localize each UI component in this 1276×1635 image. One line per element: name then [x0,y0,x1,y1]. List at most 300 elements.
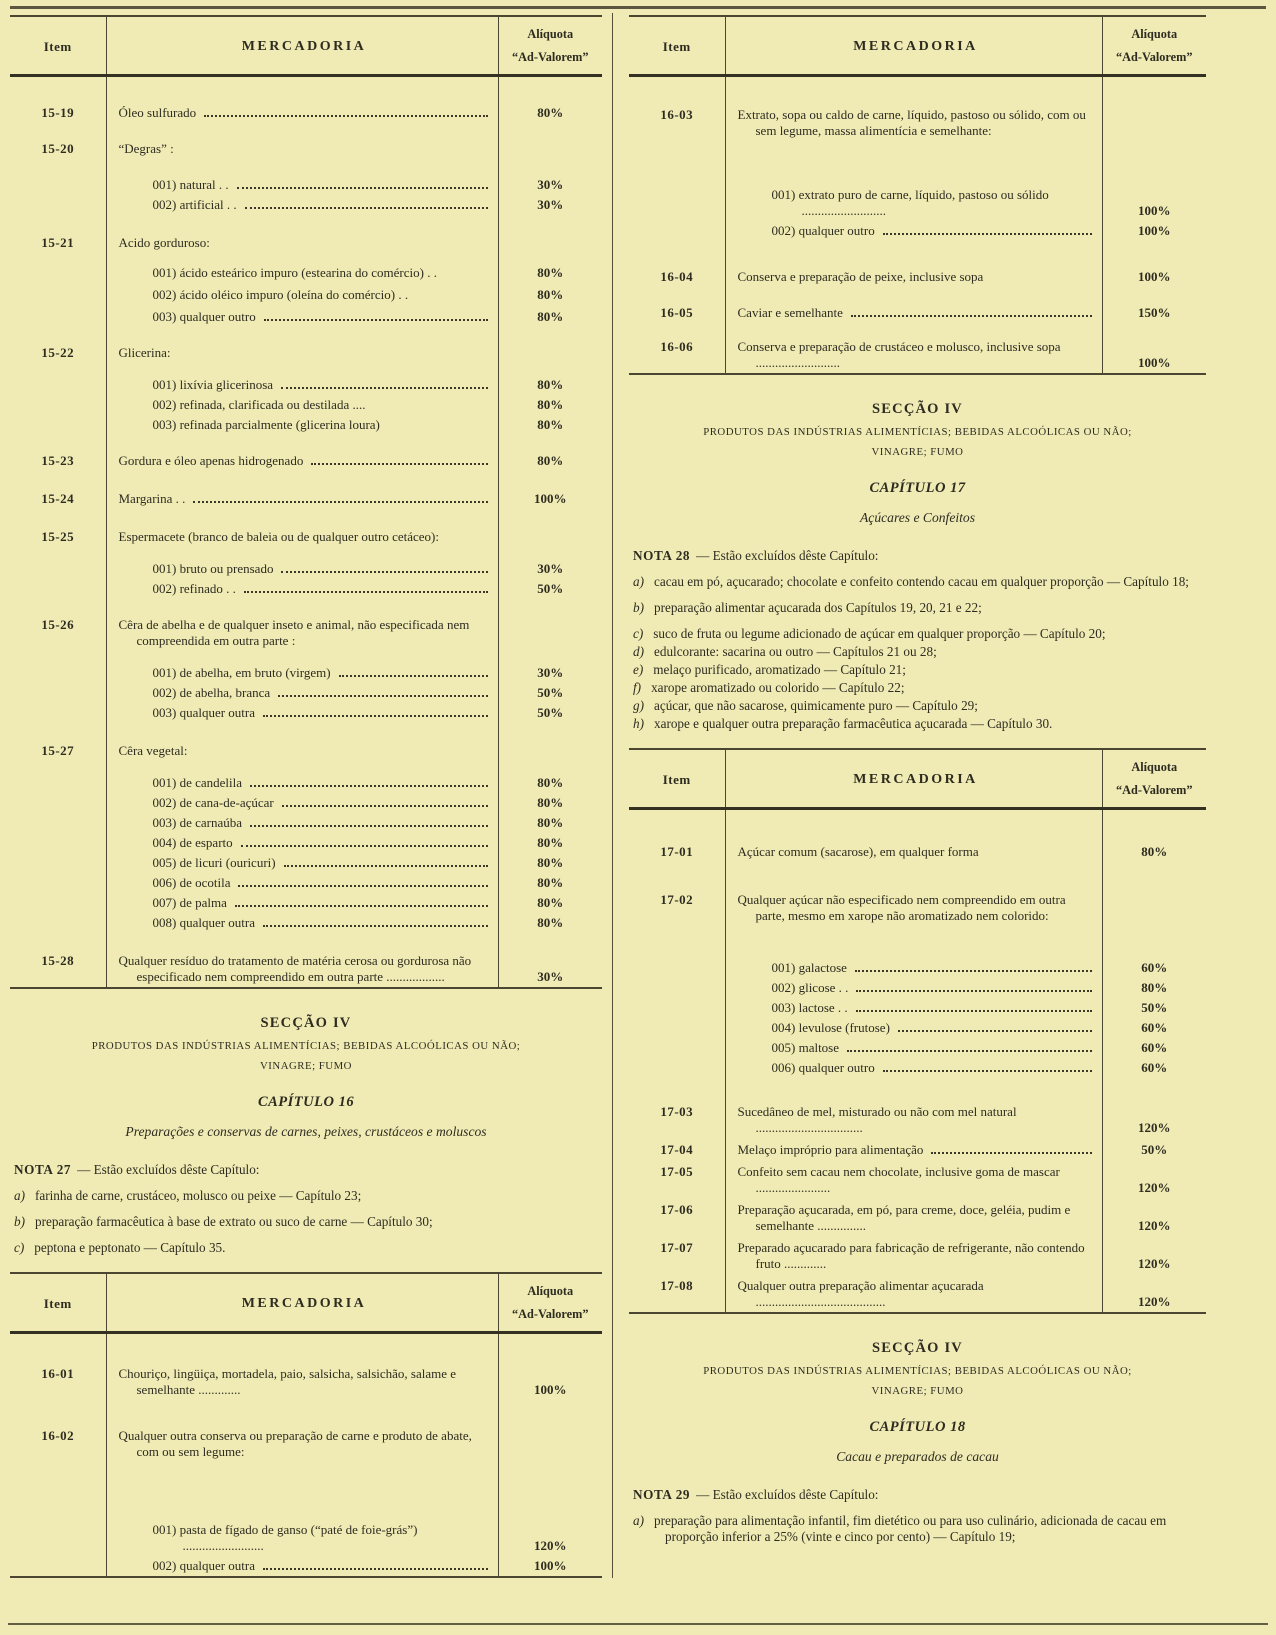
item-code [10,853,106,873]
mercadoria-cell [106,599,498,651]
item-code [629,978,725,998]
item-code: 15-26 [41,617,75,632]
dot-leader [856,1010,1092,1012]
dot-leader [883,1070,1092,1072]
description-text: Preparado açucarado para fabricação de refrigerante, não contendo fruto ............. [737,1240,1085,1271]
table-row [629,1058,1206,1078]
mercadoria-cell [725,998,1102,1018]
chapter-title: Cacau e preparados de cacau [836,1449,999,1464]
description-text: Sucedâneo de mel, misturado ou não com mel natural ................................. [737,1104,1017,1135]
mercadoria-cell [725,1038,1102,1058]
table-row [10,159,602,195]
note-heading-text: — Estão excluídos dêste Capítulo: [696,548,879,563]
note-item-letter: c) [14,1240,25,1255]
description-line [738,1000,1094,1016]
item-code [10,893,106,913]
rate-cell: 80% [537,265,564,280]
section-block [629,401,1206,732]
description-text: Qualquer outra conserva ou preparação de carne e produto de abate, com ou sem legume: [118,1428,472,1459]
description-line [119,895,490,911]
table-row [10,123,602,159]
table-row [10,703,602,723]
table-row [10,873,602,893]
item-code: 15-28 [41,953,75,968]
dot-leader [281,387,487,389]
description-line [119,795,490,811]
dot-leader [931,1152,1091,1154]
table-header-row [629,16,1206,76]
description-line [119,309,490,325]
mercadoria-cell [106,415,498,435]
description-line [738,1040,1094,1056]
description-text: 004) de esparto [152,835,233,850]
dot-leader [284,865,488,867]
rate-cell: 120% [1138,1120,1171,1135]
mercadoria-cell [725,141,1102,221]
item-code [629,141,725,221]
description-line [119,855,490,871]
rate-cell [498,123,602,159]
mercadoria-cell [106,1400,498,1462]
mercadoria-cell [725,287,1102,323]
mercadoria-cell [106,933,498,988]
description-line [738,980,1094,996]
section-block [10,1015,602,1256]
aliquota-label-line2: “Ad-Valorem” [1115,50,1193,64]
mercadoria-cell [106,893,498,913]
aliquota-label-line1: Alíquota [527,27,574,41]
table-row [10,853,602,873]
table-row [629,998,1206,1018]
note-item-text: edulcorante: sacarina ou outro — Capítulos 21 ou 28; [654,644,937,659]
mercadoria-cell [106,509,498,547]
note-item [633,680,1202,696]
item-code [10,761,106,793]
left-column [8,13,612,1578]
tariff-table [629,748,1206,1314]
mercadoria-cell [106,327,498,363]
rate-cell [1102,76,1206,142]
dot-leader [281,571,487,573]
rate-cell: 100% [534,1382,567,1397]
rate-cell: 80% [537,875,564,890]
dot-leader [263,925,487,927]
note-item [14,1188,598,1204]
item-code: 16-03 [660,107,694,122]
table-row [629,1078,1206,1138]
note-item-text: suco de fruta ou legume adicionado de açúcar em qualquer proporção — Capítulo 20; [653,626,1106,641]
note-item-letter: b) [633,600,644,615]
description-line [119,197,490,213]
note-item-text: açúcar, que não sacarose, quimicamente puro — Capítulo 29; [654,698,978,713]
dot-leader [856,990,1091,992]
description-line [119,491,490,507]
mercadoria-cell [106,215,498,253]
right-column [612,13,1268,1578]
table-header-row [10,16,602,76]
item-code [10,195,106,215]
description-text: 001) natural . . [152,177,229,192]
item-code [10,395,106,415]
dot-leader [851,315,1092,317]
rate-cell: 100% [534,491,567,506]
mercadoria-cell [106,913,498,933]
mercadoria-cell [106,471,498,509]
dot-leader [264,319,488,321]
description-text: Extrato, sopa ou caldo de carne, líquido, pastoso ou sólido, com ou sem legume, massa alimentícia e semelhante: [737,107,1086,138]
rate-cell [498,599,602,651]
rate-cell: 120% [1138,1294,1171,1309]
dot-leader [250,825,487,827]
table-row [10,195,602,215]
table-row [10,305,602,327]
note-heading-text: — Estão excluídos dêste Capítulo: [696,1487,879,1502]
note-item [633,662,1202,678]
note-item [633,644,1202,660]
mercadoria-cell [106,547,498,579]
rate-cell: 80% [537,895,564,910]
col-header-item: Item [10,16,106,76]
dot-leader [263,1568,487,1570]
description-text: Chouriço, lingüiça, mortadela, paio, salsicha, salsichão, salame e semelhante ............. [118,1366,457,1397]
item-code: 17-04 [660,1142,694,1157]
mercadoria-cell [725,809,1102,863]
note-item-text: xarope aromatizado ou colorido — Capítulo 22; [651,680,905,695]
dot-leader [339,675,488,677]
description-text: Conserva e preparação de peixe, inclusive sopa [737,269,984,284]
table-row [10,471,602,509]
table-row [10,913,602,933]
col-header-mercadoria: MERCADORIA [725,749,1102,809]
note-heading [14,1162,598,1178]
note-item-letter: a) [14,1188,25,1203]
description-text: Confeito sem cacau nem chocolate, inclusive goma de mascar ....................... [737,1164,1060,1195]
table-row [10,579,602,599]
rate-cell: 120% [1138,1218,1171,1233]
item-code: 17-08 [660,1278,694,1293]
description-text: 003) refinada parcialmente (glicerina loura) [152,417,380,432]
description-text: Acido gorduroso: [118,235,210,250]
col-header-mercadoria: MERCADORIA [106,16,498,76]
section-subtitle: PRODUTOS DAS INDÚSTRIAS ALIMENTÍCIAS; BEBIDAS ALCOÓLICAS OU NÃO; [703,426,1132,438]
item-code [10,253,106,283]
note-item-letter: g) [633,698,644,713]
item-code [10,913,106,933]
page-bottom-rule [8,1623,1268,1625]
note-item [633,1513,1202,1545]
note-item [14,1214,598,1230]
table-row [10,363,602,395]
mercadoria-cell [106,395,498,415]
table-row [10,509,602,547]
rate-cell: 50% [537,685,564,700]
item-code: 15-20 [41,141,75,156]
rate-cell [498,509,602,547]
item-code [10,415,106,435]
rate-cell: 80% [537,775,564,790]
chapter-title: Preparações e conservas de carnes, peixes, crustáceos e moluscos [125,1124,487,1139]
table-row [10,327,602,363]
mercadoria-cell [725,1274,1102,1313]
description-text: 002) refinado . . [152,581,236,596]
description-line [119,561,490,577]
description-text: 001) pasta de fígado de ganso (“paté de foie-grás”) ......................... [152,1522,418,1553]
aliquota-label-line1: Alíquota [1131,760,1178,774]
rate-cell: 60% [1141,960,1168,975]
table-row [10,833,602,853]
rate-cell: 30% [537,969,564,984]
description-text: Gordura e óleo apenas hidrogenado [118,453,304,468]
table-row [10,395,602,415]
description-text: Margarina . . [118,491,186,506]
description-line [119,665,490,681]
table-row [629,241,1206,287]
rate-cell: 30% [537,197,564,212]
note-item [633,574,1202,590]
item-code: 17-01 [660,844,694,859]
table-row [629,1018,1206,1038]
mercadoria-cell [106,853,498,873]
note-item-text: peptona e peptonato — Capítulo 35. [34,1240,226,1255]
description-line [119,177,490,193]
mercadoria-cell [106,1462,498,1556]
table-row [629,1198,1206,1236]
note-label: NOTA 28 [633,548,691,563]
description-text: Cêra vegetal: [118,743,188,758]
description-text: 003) de carnaúba [152,815,243,830]
dot-leader [250,785,487,787]
table-row [10,1556,602,1577]
dot-leader [311,463,487,465]
table-row [629,221,1206,241]
dot-leader [235,905,488,907]
dot-leader [898,1030,1092,1032]
description-text: 002) refinada, clarificada ou destilada .... [152,397,366,412]
mercadoria-cell [725,978,1102,998]
rate-cell: 50% [1141,1000,1168,1015]
rate-cell: 120% [1138,1180,1171,1195]
item-code: 15-25 [41,529,75,544]
table-row [629,862,1206,926]
description-text: 001) ácido esteárico impuro (estearina do comércio) . . [152,265,437,280]
description-text: “Degras” : [118,141,174,156]
item-code: 15-24 [41,491,75,506]
table-row [10,547,602,579]
description-text: Preparação açucarada, em pó, para creme, doce, geléia, pudim e semelhante ............... [737,1202,1071,1233]
description-line [119,775,490,791]
rate-cell: 50% [1141,1142,1168,1157]
note-item-text: preparação farmacêutica à base de extrato ou suco de carne — Capítulo 30; [35,1214,433,1229]
mercadoria-cell [106,761,498,793]
description-text: 004) levulose (frutose) [771,1020,890,1035]
note-item-letter: c) [633,626,644,641]
item-code [10,1462,106,1556]
table-row [10,435,602,471]
description-line [119,453,490,469]
aliquota-label-line1: Alíquota [1131,27,1178,41]
tariff-table [10,15,602,989]
mercadoria-cell [106,703,498,723]
section-block [629,1340,1206,1559]
description-line [119,875,490,891]
table-row [10,1333,602,1401]
description-line [119,1558,490,1574]
description-text: Qualquer outra preparação alimentar açucarada ........................................ [737,1278,984,1309]
description-text: 006) qualquer outro [771,1060,875,1075]
mercadoria-cell [106,253,498,283]
item-code [10,305,106,327]
rate-cell: 30% [537,665,564,680]
mercadoria-cell [725,1160,1102,1198]
rate-cell: 50% [537,705,564,720]
item-code: 17-03 [660,1104,694,1119]
rate-cell: 80% [537,855,564,870]
note-item-letter: d) [633,644,644,659]
mercadoria-cell [725,1198,1102,1236]
table-row [10,813,602,833]
section-subtitle: VINAGRE; FUMO [260,1060,352,1072]
rate-cell: 50% [537,581,564,596]
mercadoria-cell [106,76,498,124]
table-row [10,283,602,305]
description-text: Melaço impróprio para alimentação [737,1142,924,1157]
description-line [119,815,490,831]
aliquota-label-line1: Alíquota [527,1284,574,1298]
mercadoria-cell [106,873,498,893]
note-item-text: preparação alimentar açucarada dos Capítulos 19, 20, 21 e 22; [654,600,982,615]
dot-leader [278,695,487,697]
item-code [629,221,725,241]
note-item [633,698,1202,714]
item-code [10,651,106,683]
item-code: 16-05 [660,305,694,320]
description-text: 003) qualquer outra [152,705,256,720]
dot-leader [193,501,487,503]
dot-leader [883,233,1092,235]
rate-cell: 60% [1141,1020,1168,1035]
rate-cell: 100% [1138,269,1171,284]
rate-cell: 80% [1141,980,1168,995]
col-header-aliquota [1102,749,1206,809]
item-code: 15-19 [41,105,75,120]
mercadoria-cell [725,1058,1102,1078]
description-text: 002) de cana-de-açúcar [152,795,274,810]
mercadoria-cell [725,1138,1102,1160]
description-line [119,915,490,931]
item-code [629,1018,725,1038]
rate-cell: 100% [534,1558,567,1573]
description-text: 002) de abelha, branca [152,685,271,700]
dot-leader [282,805,488,807]
description-text: 003) qualquer outro [152,309,256,324]
chapter-heading: CAPÍTULO 18 [869,1419,966,1435]
page-top-rule [10,6,1266,9]
dot-leader [204,115,487,117]
table-row [629,287,1206,323]
rate-cell [498,327,602,363]
description-line [738,1142,1094,1158]
rate-cell: 30% [537,177,564,192]
mercadoria-cell [106,1556,498,1577]
table-row [10,76,602,124]
item-code [10,579,106,599]
col-header-mercadoria: MERCADORIA [106,1273,498,1333]
item-code [629,998,725,1018]
description-line [119,377,490,393]
tariff-table [629,15,1206,375]
mercadoria-cell [106,683,498,703]
rate-cell: 80% [537,377,564,392]
dot-leader [263,715,487,717]
rate-cell: 60% [1141,1040,1168,1055]
chapter-title: Açúcares e Confeitos [859,510,976,525]
section-title: SECÇÃO IV [872,401,963,417]
table-row [10,599,602,651]
rate-cell: 30% [537,561,564,576]
col-header-aliquota [498,16,602,76]
mercadoria-cell [106,305,498,327]
col-header-item: Item [629,16,725,76]
table-row [10,723,602,761]
description-line [738,1060,1094,1076]
rate-cell: 80% [537,835,564,850]
item-code: 16-04 [660,269,694,284]
rate-cell: 80% [537,309,564,324]
table-row [10,253,602,283]
item-code: 17-02 [660,892,694,907]
note-item-letter: e) [633,662,644,677]
table-row [629,1138,1206,1160]
note-item-text: cacau em pó, açucarado; chocolate e confeito contendo cacau em qualquer proporção — Capítulo 18; [654,574,1189,589]
mercadoria-cell [106,123,498,159]
description-text: Caviar e semelhante [737,305,843,320]
dot-leader [847,1050,1091,1052]
description-text: 007) de palma [152,895,227,910]
description-line [119,581,490,597]
description-text: 008) qualquer outra [152,915,256,930]
note-item-text: melaço purificado, aromatizado — Capítulo 21; [653,662,906,677]
mercadoria-cell [725,76,1102,142]
rate-cell: 100% [1138,223,1171,238]
item-code [10,703,106,723]
mercadoria-cell [106,195,498,215]
item-code: 16-06 [660,339,694,354]
description-text: 002) glicose . . [771,980,849,995]
mercadoria-cell [106,579,498,599]
dot-leader [855,970,1092,972]
rate-cell: 80% [537,453,564,468]
note-item-text: preparação para alimentação infantil, fim dietético ou para uso culinário, adicionada de cacau em proporção inferior a 25% (vinte e cinco por cento) — Capítulo 19; [654,1513,1167,1544]
item-code [10,283,106,305]
table-row [629,978,1206,998]
note-item-letter: f) [633,680,642,695]
mercadoria-cell [725,221,1102,241]
table-row [629,323,1206,374]
rate-cell: 120% [1138,1256,1171,1271]
aliquota-label-line2: “Ad-Valorem” [1115,783,1193,797]
rate-cell: 150% [1138,305,1171,320]
description-text: Cêra de abelha e de qualquer inseto e animal, não especificada nem compreendida em outra parte : [118,617,470,648]
description-text: 006) de ocotila [152,875,231,890]
table-header-row [10,1273,602,1333]
item-code [629,926,725,978]
note-label: NOTA 29 [633,1487,691,1502]
tariff-table [10,1272,602,1578]
table-row [629,1038,1206,1058]
table-row [629,926,1206,978]
chapter-heading: CAPÍTULO 16 [257,1094,355,1110]
item-code [10,813,106,833]
